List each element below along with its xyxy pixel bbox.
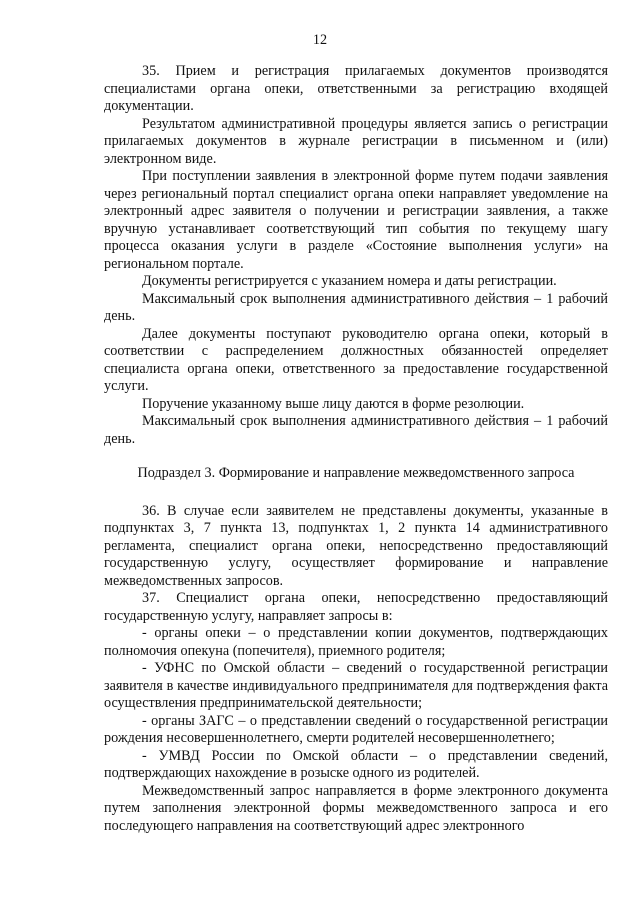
list-item-registry-office: - органы ЗАГС – о представлении сведений о государственной регистрации рождения несовершеннолетнего, смерти родителей несовершеннолетнего; [104, 712, 608, 746]
paragraph-head-assignment: Далее документы поступают руководителю органа опеки, который в соответствии с распределением должностных обязанностей определяет специалиста органа опеки, ответственного за предоставление государственной услуги. [104, 325, 608, 394]
paragraph-max-term-2: Максимальный срок выполнения административного действия – 1 рабочий день. [104, 413, 608, 447]
paragraph-resolution: Поручение указанному выше лицу даются в форме резолюции. [142, 395, 525, 412]
paragraph-registration: Документы регистрируется с указанием номера и даты регистрации. [142, 273, 557, 289]
page-number: 12 [312, 32, 328, 48]
paragraph-35: 35. Прием и регистрация прилагаемых документов производятся специалистами органа опеки, ответственными за регистрацию входящей документации. [104, 63, 608, 114]
paragraph-36: 36. В случае если заявителем не представлены документы, указанные в подпунктах 3, 7 пункта 13, подпунктах 1, 2 пункта 14 административного регламента, специалист органа опеки, непосредственно предоставляющий государственную услугу, осуществляет формирование и направление межведомственных запросов. [104, 502, 608, 589]
list-item-police: - УМВД России по Омской области – о представлении сведений, подтверждающих нахождение в розыске одного из родителей. [104, 747, 608, 781]
list-item-guardianship: - органы опеки – о представлении копии документов, подтверждающих полномочия опекуна (попечителя), приемного родителя; [104, 625, 608, 659]
paragraph-interagency-request: Межведомственный запрос направляется в форме электронного документа путем заполнения электронной формы межведомственного запроса и его последующего направления на соответствующий адрес электронного [104, 782, 608, 834]
paragraph-result: Результатом административной процедуры является запись о регистрации прилагаемых документов в журнале регистрации в письменном и (или) электронном виде. [104, 115, 608, 167]
paragraph-37: 37. Специалист органа опеки, непосредственно предоставляющий государственную услугу, направляет запросы в: [104, 590, 608, 624]
list-item-tax-service: - УФНС по Омской области – сведений о государственной регистрации заявителя в качестве индивидуального предпринимателя для подтверждения факта осуществления предпринимательской деятельности; [104, 660, 608, 711]
subsection-heading: Подраздел 3. Формирование и направление межведомственного запроса [137, 465, 575, 481]
paragraph-electronic-submission: При поступлении заявления в электронной форме путем подачи заявления через региональный портал специалист органа опеки направляет уведомление на электронный адрес заявителя о получении и регистрации заявления, а также вручную устанавливает соответствующий тип события по текущему шагу процесса оказания услуги в разделе «Состояние выполнения услуги» на региональном портале. [104, 168, 608, 272]
document-body [104, 63, 608, 835]
paragraph-max-term-1: Максимальный срок выполнения административного действия – 1 рабочий день. [104, 290, 608, 324]
